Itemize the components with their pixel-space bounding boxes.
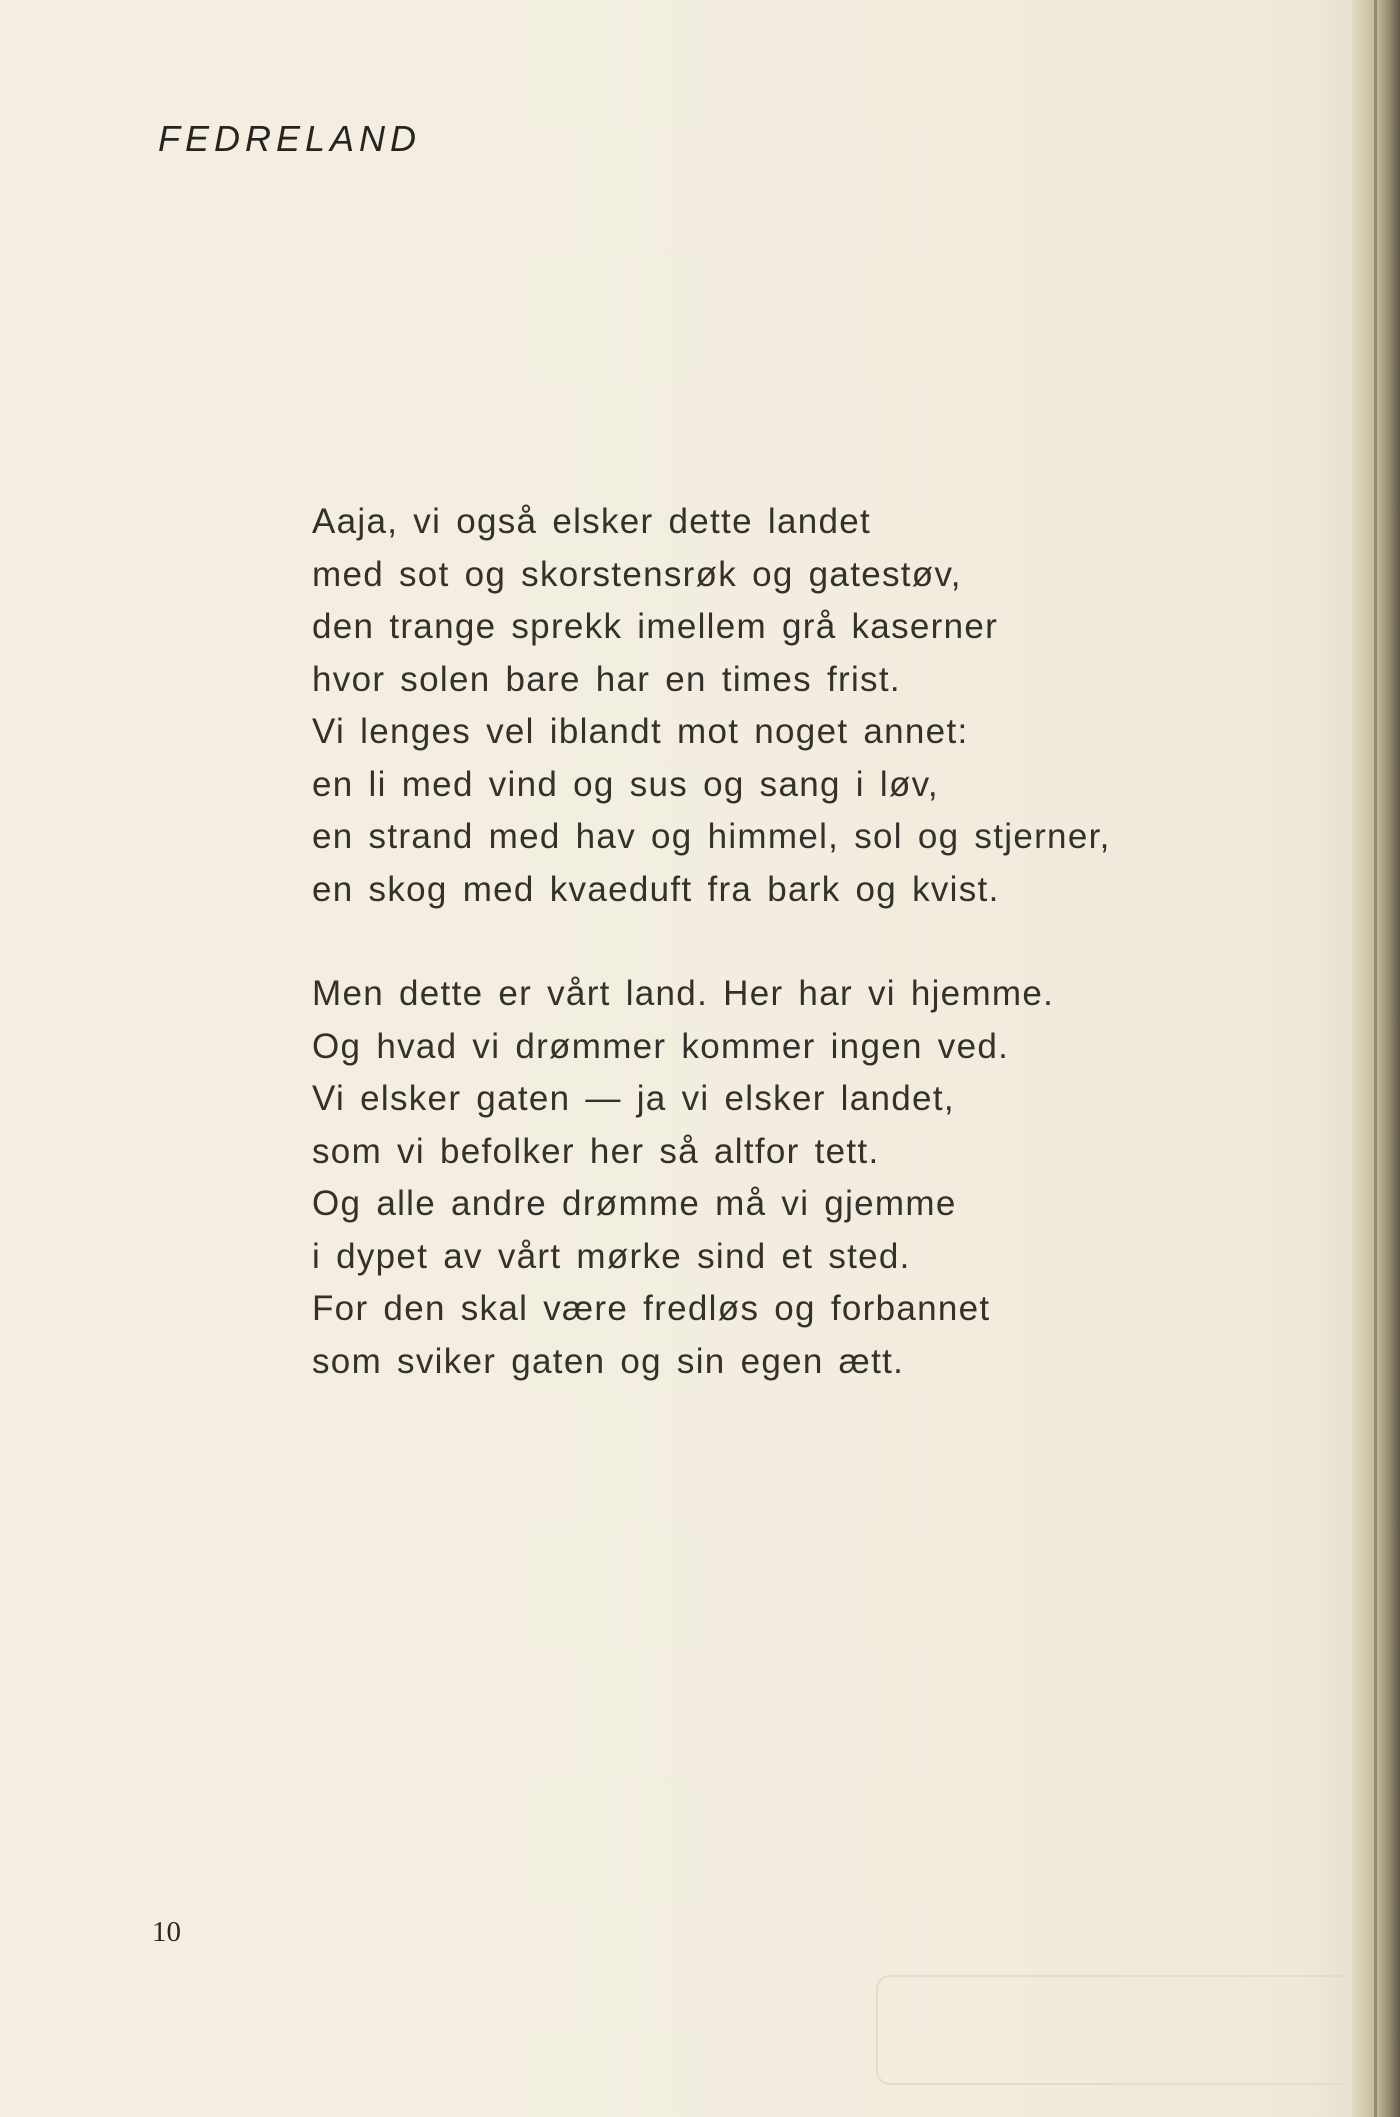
poem-title: FEDRELAND: [158, 118, 422, 159]
poem-line: i dypet av vårt mørke sind et sted.: [312, 1236, 911, 1276]
poem-line: Vi lenges vel iblandt mot noget annet:: [312, 712, 969, 751]
poem-line: Og alle andre drømme må vi gjemme: [312, 1184, 957, 1223]
poem-line: Vi elsker gaten — ja vi elsker landet,: [312, 1079, 955, 1118]
stanza-2: [312, 968, 1312, 1388]
poem-line: en strand med hav og himmel, sol og stjerner,: [312, 817, 1111, 856]
poem-line: som sviker gaten og sin egen ætt.: [312, 1341, 905, 1381]
poem-body: [312, 496, 1312, 1440]
page-edge-line: [1374, 0, 1377, 2117]
poem-line: For den skal være fredløs og forbannet: [312, 1289, 991, 1328]
poem-line: hvor solen bare har en times frist.: [312, 659, 901, 699]
poem-line: som vi befolker her så altfor tett.: [312, 1131, 880, 1171]
poem-line: Men dette er vårt land. Her har vi hjemme.: [312, 974, 1055, 1013]
poem-line: med sot og skorstensrøk og gatestøv,: [312, 554, 962, 594]
poem-line: den trange sprekk imellem grå kaserner: [312, 607, 999, 646]
poem-line: Aaja, vi også elsker dette landet: [312, 502, 872, 541]
poem-line: Og hvad vi drømmer kommer ingen ved.: [312, 1026, 1010, 1066]
poem-line: en li med vind og sus og sang i løv,: [312, 764, 939, 804]
page-number: 10: [152, 1916, 181, 1948]
faint-stamp-outline: [876, 1975, 1346, 2085]
poem-line: en skog med kvaeduft fra bark og kvist.: [312, 869, 1000, 909]
stanza-1: [312, 496, 1312, 916]
